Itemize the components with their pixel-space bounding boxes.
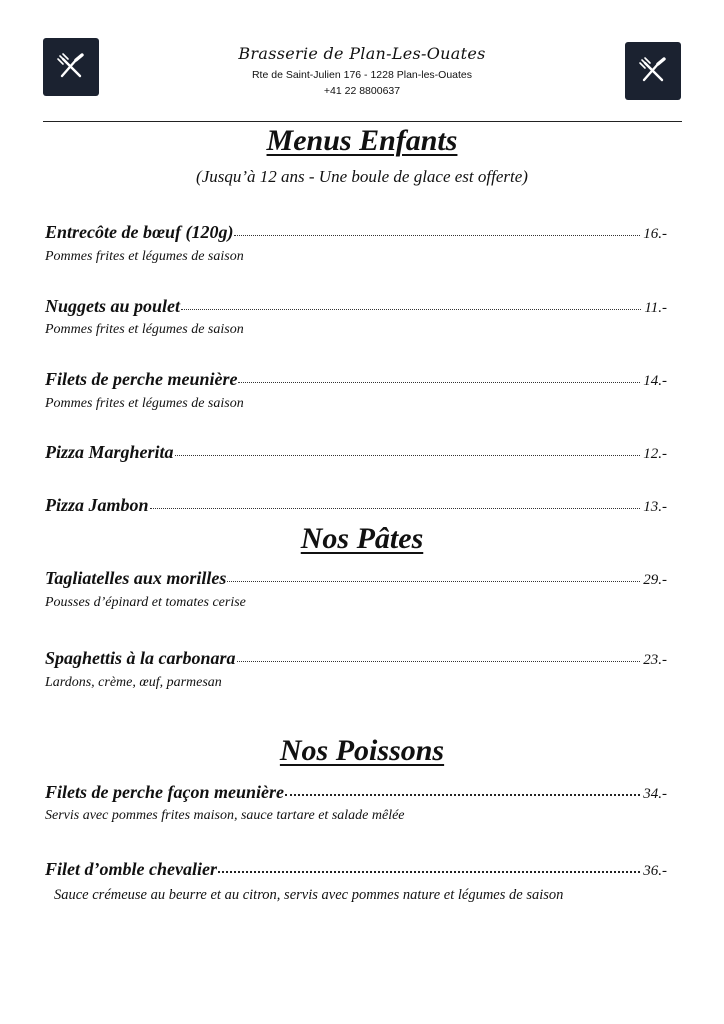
- item-name: Entrecôte de bœuf (120g): [45, 222, 234, 242]
- item-description: Pommes frites et légumes de saison: [45, 249, 244, 264]
- dot-leader: [227, 580, 640, 582]
- item-price: 14.-: [643, 373, 667, 389]
- dot-leader: [234, 234, 640, 236]
- item-description: Sauce crémeuse au beurre et au citron, servis avec pommes nature et légumes de saison: [54, 887, 564, 903]
- menu-item: [45, 859, 667, 880]
- item-description: Lardons, crème, œuf, parmesan: [45, 675, 222, 690]
- knife-fork-icon: [633, 51, 673, 91]
- section-title-poissons: Nos Poissons: [279, 734, 445, 767]
- item-name: Spaghettis à la carbonara: [45, 648, 236, 668]
- item-price: 12.-: [643, 446, 667, 462]
- item-price: 36.-: [643, 863, 667, 879]
- restaurant-header: [150, 44, 574, 99]
- item-price: 34.-: [643, 786, 667, 802]
- restaurant-phone[interactable]: +41 22 8800637: [323, 85, 401, 97]
- dot-leader: [285, 793, 640, 796]
- dot-leader: [218, 870, 640, 873]
- item-price: 29.-: [643, 572, 667, 588]
- menu-item: [45, 369, 667, 390]
- menu-item: [45, 442, 667, 463]
- item-name: Filets de perche façon meunière: [45, 782, 284, 802]
- item-price: 23.-: [643, 652, 667, 668]
- item-price: 13.-: [643, 499, 667, 515]
- menu-item: [45, 296, 667, 317]
- menu-item: [45, 568, 667, 589]
- dot-leader: [150, 507, 641, 509]
- dot-leader: [175, 454, 641, 456]
- item-name: Filets de perche meunière: [45, 369, 238, 389]
- logo-left: [43, 38, 99, 96]
- item-name: Nuggets au poulet: [45, 296, 181, 316]
- menu-item: [45, 648, 667, 669]
- item-description: Pousses d’épinard et tomates cerise: [45, 595, 246, 610]
- dot-leader: [237, 660, 641, 662]
- header-divider: [43, 121, 682, 122]
- knife-fork-icon: [51, 47, 91, 87]
- dot-leader: [181, 308, 641, 310]
- menu-item: [45, 222, 667, 243]
- menu-item: [45, 495, 667, 516]
- item-name: Pizza Margherita: [45, 442, 174, 462]
- section-subtitle-enfants: (Jusqu’à 12 ans - Une boule de glace est offerte): [196, 167, 528, 186]
- section-title-pates: Nos Pâtes: [300, 522, 424, 555]
- restaurant-name: Brasserie de Plan-Les-Ouates: [238, 44, 486, 63]
- restaurant-address: Rte de Saint-Julien 176 - 1228 Plan-les-Ouates: [251, 69, 473, 81]
- item-description: Pommes frites et légumes de saison: [45, 322, 244, 337]
- item-price: 16.-: [643, 226, 667, 242]
- item-price: 11.-: [644, 300, 667, 316]
- item-name: Filet d’omble chevalier: [45, 859, 217, 879]
- item-name: Tagliatelles aux morilles: [45, 568, 227, 588]
- menu-item: [45, 782, 667, 803]
- logo-right: [625, 42, 681, 100]
- item-name: Pizza Jambon: [45, 495, 149, 515]
- dot-leader: [238, 381, 640, 383]
- item-description: Servis avec pommes frites maison, sauce tartare et salade mêlée: [45, 808, 405, 823]
- item-description: Pommes frites et légumes de saison: [45, 396, 244, 411]
- section-title-enfants: Menus Enfants: [266, 124, 458, 157]
